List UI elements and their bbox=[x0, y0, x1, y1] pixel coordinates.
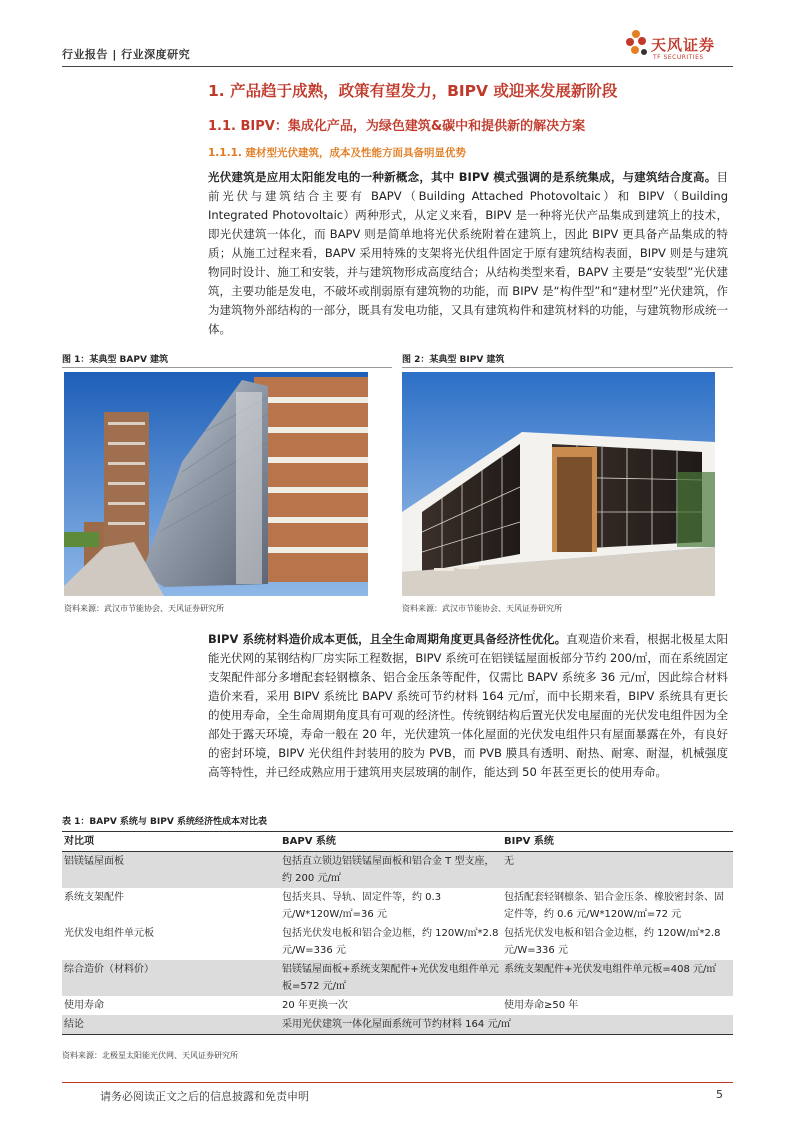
table-1-source: 资料来源：北极星太阳能光伏网、天风证券研究所 bbox=[62, 1051, 238, 1060]
table-cell: 包括夹具、导轨、固定件等，约 0.3 元/W*120W/㎡=36 元 bbox=[282, 892, 442, 920]
table-cell: 铝镁锰屋面板+系统支架配件+光伏发电组件单元板=572 元/㎡ bbox=[280, 960, 502, 996]
figure-2-rule bbox=[402, 367, 733, 368]
logo-subtitle: TF SECURITIES bbox=[653, 54, 704, 61]
table-header-cell: BAPV 系统 bbox=[280, 832, 502, 852]
figure-2-bipv-building-photo bbox=[402, 372, 715, 596]
section-heading-1: 1. 产品趋于成熟，政策有望发力，BIPV 或迎来发展新阶段 bbox=[208, 82, 618, 100]
paragraph-body: 目前光伏与建筑结合主要有 BAPV（Building Attached Photovoltaic）和 BIPV（Building Integrated Photovoltaic）两种形式，从定义来看，BIPV 是一种将光伏产品集成到建筑上的技术，即光伏建筑一体化，而 BAPV 则是简单地将光伏系统附着在建筑上，因此 BIPV 更具备产品集成的特质；从施工过程来看，BAPV 采用特殊的支架将光伏组件固定于原有建筑结构表面，BIPV 则是与建筑物同时设计、施工和安装，并与建筑物形成高度结合；从结构类型来看，BAPV 主要是“安装型”光伏建筑，主要功能是发电，不破坏或削弱原有建筑物的功能，而 BIPV 是“构件型”和“建材型”光伏建筑，作为建筑物外部结构的一部分，既具有发电功能，又具有建筑构件和建筑材料的功能，与建筑物形成统一体。 bbox=[208, 170, 728, 336]
footer-divider bbox=[62, 1082, 733, 1083]
table-conclusion-row bbox=[62, 1015, 733, 1035]
footer-disclaimer: 请务必阅读正文之后的信息披露和免责申明 bbox=[100, 1090, 309, 1103]
table-1-caption: 表 1：BAPV 系统与 BIPV 系统经济性成本对比表 bbox=[62, 817, 267, 827]
figure-1-source: 资料来源：武汉市节能协会、天风证券研究所 bbox=[64, 604, 224, 613]
paragraph-lead: 光伏建筑是应用太阳能发电的一种新概念，其中 BIPV 模式强调的是系统集成，与建筑结合度高。 bbox=[208, 170, 717, 184]
table-cell: 无 bbox=[502, 852, 733, 889]
section-heading-1-1: 1.1. BIPV：集成化产品，为绿色建筑&碳中和提供新的解决方案 bbox=[208, 119, 586, 134]
page-number: 5 bbox=[716, 1088, 723, 1101]
table-row bbox=[62, 888, 733, 924]
table-row bbox=[62, 996, 733, 1015]
figure-2-source: 资料来源：武汉市节能协会、天风证券研究所 bbox=[402, 604, 562, 613]
cost-comparison-table bbox=[62, 831, 733, 1035]
paragraph-body: 直观造价来看，根据北极星太阳能光伏网的某钢结构厂房实际工程数据，BIPV 系统可在铝镁锰屋面板部分节约 200/㎡，而在系统固定支架配件部分多增配套轻钢檩条、铝合金压条等配件，仅需比 BAPV 系统多 36 元/㎡，因此综合材料造价来看，采用 BIPV 系统比 BAPV 系统可节约材料 164 元/㎡，而中长期来看，BIPV 系统具有更长的使用寿命，全生命周期角度具有可观的经济性。传统钢结构后置光伏发电屋面的光伏发电组件因为全部处于露天环境，寿命一般在 20 年，光伏建筑一体化屋面的光伏发电组件只有屋面暴露在外，有良好的密封环境，BIPV 光伏组件封装用的胶为 PVB，而 PVB 膜具有透明、耐热、耐寒、耐湿，机械强度高等特性，并已经成熟应用于建筑用夹层玻璃的制作，能达到 50 年甚至更长的使用寿命。 bbox=[208, 632, 728, 779]
table-cell: 结论 bbox=[62, 1015, 280, 1035]
table-cell: 综合造价（材料价） bbox=[62, 960, 280, 996]
table-row bbox=[62, 924, 733, 960]
table-header-row bbox=[62, 832, 733, 852]
figure-2-caption: 图 2：某典型 BIPV 建筑 bbox=[402, 355, 505, 365]
header-divider bbox=[62, 66, 733, 67]
figure-1-rule bbox=[62, 367, 392, 368]
table-cell: 使用寿命 bbox=[64, 1000, 104, 1011]
figure-1-caption: 图 1：某典型 BAPV 建筑 bbox=[62, 355, 169, 365]
table-cell: 系统支架配件 bbox=[64, 892, 124, 903]
table-cell: 包括光伏发电板和铝合金边框，约 120W/㎡*2.8 元/W=336 元 bbox=[282, 928, 499, 956]
figure-1-bapv-building-photo bbox=[64, 372, 368, 596]
table-header-cell: 对比项 bbox=[62, 832, 280, 852]
table-row bbox=[62, 852, 733, 889]
table-cell: 光伏发电组件单元板 bbox=[64, 928, 154, 939]
section-heading-1-1-1: 1.1.1. 建材型光伏建筑，成本及性能方面具备明显优势 bbox=[208, 147, 467, 159]
table-cell: 使用寿命≥50 年 bbox=[504, 1000, 579, 1011]
table-row bbox=[62, 960, 733, 996]
paragraph-bipv-definition bbox=[208, 168, 728, 339]
table-cell: 系统支架配件+光伏发电组件单元板=408 元/㎡ bbox=[502, 960, 733, 996]
paragraph-lead: BIPV 系统材料造价成本更低，且全生命周期角度更具备经济性优化。 bbox=[208, 632, 567, 646]
table-header-cell: BIPV 系统 bbox=[502, 832, 733, 852]
paragraph-bipv-cost bbox=[208, 630, 728, 782]
table-cell: 铝镁锰屋面板 bbox=[62, 852, 280, 889]
table-cell: 采用光伏建筑一体化屋面系统可节约材料 164 元/㎡ bbox=[280, 1015, 733, 1035]
table-cell: 包括直立锁边铝镁锰屋面板和铝合金 T 型支座，约 200 元/㎡ bbox=[280, 852, 502, 889]
table-cell: 包括光伏发电板和铝合金边框，约 120W/㎡*2.8 元/W=336 元 bbox=[504, 928, 721, 956]
report-category: 行业报告 | 行业深度研究 bbox=[62, 48, 191, 61]
logo-name: 天风证券 bbox=[651, 36, 716, 54]
table-cell: 包括配套轻钢檩条、铝合金压条、橡胶密封条、固定件等，约 0.6 元/W*120W/㎡=72 元 bbox=[504, 892, 724, 920]
table-cell: 20 年更换一次 bbox=[282, 1000, 348, 1011]
